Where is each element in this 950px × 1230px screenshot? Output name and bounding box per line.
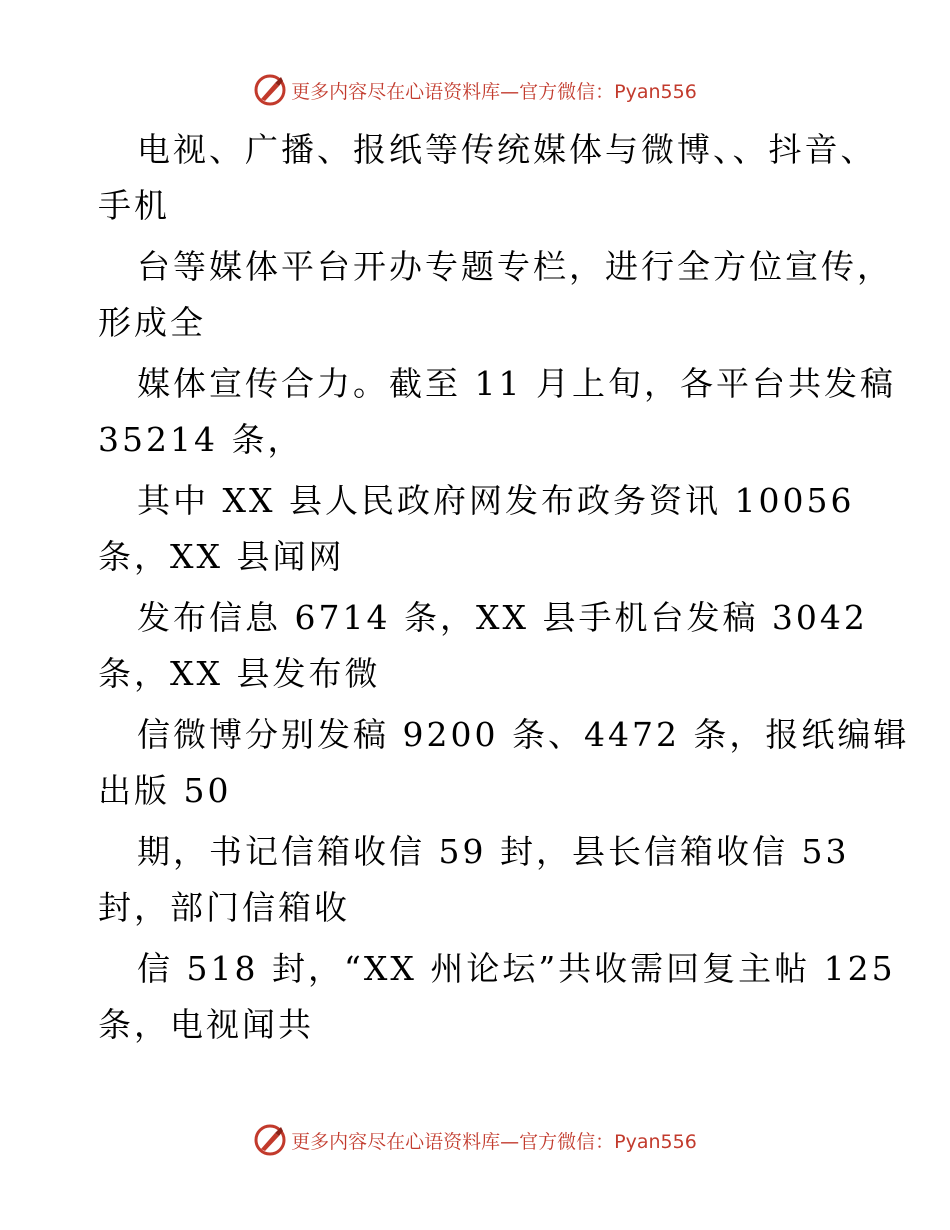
paragraph-line: 条，XX 县发布微 [98,654,381,693]
paragraph-line: 封，部门信箱收 [98,888,350,927]
paragraph-line: 35214 条， [98,420,304,459]
header-watermark [0,70,950,110]
paragraph-line: 信微博分别发稿 9200 条、4472 条，报纸编辑 [137,715,910,754]
paragraph-line: 期，书记信箱收信 59 封，县长信箱收信 53 [137,832,850,871]
watermark-text: 更多内容尽在心语资料库—官方微信：Pyan556 [291,80,697,103]
paragraph-line: 出版 50 [98,771,232,810]
paragraph-line: 发布信息 6714 条，XX 县手机台发稿 3042 [137,598,868,637]
watermark-text: 更多内容尽在心语资料库—官方微信：Pyan556 [291,1130,697,1153]
paragraph-line: 信 518 封，“XX 州论坛”共收需回复主帖 125 [137,949,896,988]
paragraph-line: 其中 XX 县人民政府网发布政务资讯 10056 [137,481,855,520]
pen-logo-icon [253,73,287,107]
footer-watermark [0,1120,950,1160]
paragraph-line: 手机 [98,186,170,225]
paragraph-line: 媒体宣传合力。截至 11 月上旬，各平台共发稿 [137,364,896,403]
paragraph-line: 形成全 [98,303,206,342]
paragraph-line: 条，XX 县闻网 [98,537,345,576]
paragraph-line: 电视、广播、报纸等传统媒体与微博、、抖音、 [137,130,877,169]
paragraph-line: 条，电视闻共 [98,1005,314,1044]
paragraph-line: 台等媒体平台开办专题专栏，进行全方位宣传， [137,247,893,286]
pen-logo-icon [253,1123,287,1157]
